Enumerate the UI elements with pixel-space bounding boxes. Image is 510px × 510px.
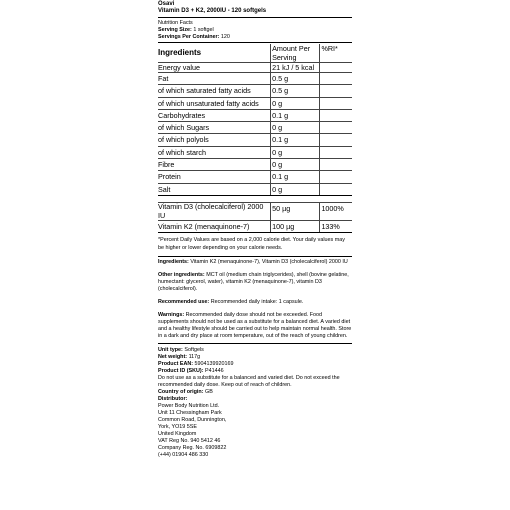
- nutrient-name: of which unsaturated fatty acids: [158, 97, 270, 109]
- distributor-line: Company Reg. No. 6909822: [158, 444, 227, 451]
- country-of-origin: [158, 389, 352, 396]
- net-weight-value: 117g: [188, 353, 201, 360]
- nutrient-name: of which Sugars: [158, 122, 270, 134]
- distributor-label: Distributor:: [158, 395, 188, 402]
- warnings-value: Recommended daily dose should not be exceeded. Food supplements should not be used as a substitute for a balanced diet. A varied diet and a healthy lifestyle should be carried out to help maintain normal health. Store in a dark and dry place at room temperature, out of the reach of young children.: [158, 311, 352, 339]
- vitamin-name: Vitamin K2 (menaquinone-7): [158, 221, 270, 233]
- other-ingredients-value: MCT oil (medium chain triglycerides), shell (bovine gelatine, humectant: glycerol, water), vitamin K2 (menaquinone-7), vitamin D3 (cholecalciferol).: [158, 271, 349, 292]
- col-header-amount: Amount Per Serving: [270, 44, 319, 63]
- servings-label: Servings Per Container:: [158, 34, 220, 40]
- serving-size-value: 1 softgel: [193, 27, 214, 33]
- facts-title: Nutrition Facts: [158, 20, 193, 26]
- table-row: [158, 159, 352, 171]
- table-row: [158, 134, 352, 146]
- serving-size: [158, 27, 352, 34]
- nutrient-name: of which saturated fatty acids: [158, 85, 270, 97]
- nutrient-ri: [319, 171, 352, 183]
- net-weight: [158, 354, 352, 361]
- ingredients-label: Ingredients:: [158, 258, 189, 265]
- table-row: [158, 97, 352, 109]
- distributor-line: York, YO19 5SE: [158, 423, 197, 430]
- nutrient-name: of which starch: [158, 146, 270, 158]
- nutrient-name: Salt: [158, 183, 270, 195]
- nutrient-amount: 0 g: [270, 146, 319, 158]
- nutrient-ri: [319, 159, 352, 171]
- table-row: [158, 85, 352, 97]
- nutrient-amount: 0 g: [270, 183, 319, 195]
- nutrient-name: Carbohydrates: [158, 109, 270, 121]
- product-info-section: [158, 347, 352, 459]
- distributor-line: Unit 11 Chessingham Park: [158, 409, 222, 416]
- other-ingredients-text: [158, 272, 352, 293]
- daily-values-footnote: *Percent Daily Values are based on a 2,000 calorie diet. Your daily values may be higher or lower depending on your calorie needs.: [158, 237, 345, 251]
- product-title: Vitamin D3 + K2, 2000IU - 120 softgels: [158, 8, 267, 14]
- nutrient-ri: [319, 85, 352, 97]
- nutrient-name: Fat: [158, 73, 270, 85]
- distributor-line: Common Road, Dunnington,: [158, 416, 227, 423]
- vitamin-ri: 1000%: [319, 202, 352, 220]
- nutrient-ri: [319, 109, 352, 121]
- origin-value: GB: [205, 388, 213, 395]
- nutrition-table: [158, 44, 352, 233]
- vitamin-row: [158, 202, 352, 220]
- vitamin-row: [158, 221, 352, 233]
- nutrient-ri: [319, 134, 352, 146]
- vitamin-amount: 100 µg: [270, 221, 319, 233]
- nutrient-amount: 0.1 g: [270, 134, 319, 146]
- nutrient-amount: 0.5 g: [270, 73, 319, 85]
- serving-size-label: Serving Size:: [158, 27, 192, 33]
- vitamin-ri: 133%: [319, 221, 352, 233]
- vitamin-amount: 50 µg: [270, 202, 319, 220]
- distributor-line: Power Body Nutrition Ltd.: [158, 402, 220, 409]
- divider: [158, 17, 352, 18]
- nutrient-amount: 21 kJ / 5 kcal: [270, 63, 319, 73]
- nutrient-name: Energy value: [158, 63, 270, 73]
- table-row: [158, 171, 352, 183]
- unit-type-label: Unit type:: [158, 346, 183, 353]
- sku-value: P41446: [205, 367, 224, 374]
- vitamin-name: Vitamin D3 (cholecalciferol) 2000 IU: [158, 202, 270, 220]
- table-header-row: [158, 44, 352, 63]
- nutrient-ri: [319, 183, 352, 195]
- net-weight-label: Net weight:: [158, 353, 188, 360]
- origin-label: Country of origin:: [158, 388, 204, 395]
- sku-label: Product ID (SKU):: [158, 367, 204, 374]
- table-row: [158, 183, 352, 195]
- product-ean: [158, 361, 352, 368]
- nutrient-name: Fibre: [158, 159, 270, 171]
- servings-per-container: [158, 34, 352, 41]
- nutrient-amount: 0 g: [270, 159, 319, 171]
- distributor-line: (+44) 01904 486 330: [158, 451, 209, 458]
- ingredients-value: Vitamin K2 (menaquinone-7), Vitamin D3 (cholecalciferol) 2000 IU: [190, 258, 348, 265]
- table-row: [158, 146, 352, 158]
- ingredients-section: [158, 256, 352, 340]
- brand-name: Osavi: [158, 1, 175, 7]
- warnings-text: [158, 312, 352, 340]
- nutrient-ri: [319, 73, 352, 85]
- product-sku: [158, 368, 352, 375]
- table-row: [158, 109, 352, 121]
- unit-type-value: Softgels: [184, 346, 204, 353]
- table-row: [158, 122, 352, 134]
- nutrient-amount: 0 g: [270, 122, 319, 134]
- col-header-ingredients: Ingredients: [158, 44, 270, 63]
- nutrient-name: Protein: [158, 171, 270, 183]
- divider-thick: [158, 343, 352, 344]
- unit-type: [158, 347, 352, 354]
- distributor-line: United Kingdom: [158, 430, 197, 437]
- divider-thick: [158, 42, 352, 43]
- nutrient-ri: [319, 146, 352, 158]
- disclaimer: Do not use as a substitute for a balanced and varied diet. Do not exceed the recommended daily dose. Keep out of reach of children.: [158, 374, 340, 388]
- recommended-use-label: Recommended use:: [158, 298, 210, 305]
- warnings-label: Warnings:: [158, 311, 185, 318]
- nutrient-name: of which polyols: [158, 134, 270, 146]
- nutrient-ri: [319, 122, 352, 134]
- recommended-use-value: Recommended daily intake: 1 capsule.: [210, 298, 304, 305]
- nutrient-ri: [319, 97, 352, 109]
- ingredients-text: [158, 259, 352, 266]
- nutrient-amount: 0.1 g: [270, 109, 319, 121]
- ean-label: Product EAN:: [158, 360, 194, 367]
- nutrient-amount: 0.1 g: [270, 171, 319, 183]
- nutrition-label-panel: [158, 0, 352, 459]
- table-row: [158, 73, 352, 85]
- distributor-line: VAT Reg No. 940 5412 46: [158, 437, 221, 444]
- col-header-ri: %RI*: [319, 44, 352, 63]
- nutrient-amount: 0.5 g: [270, 85, 319, 97]
- servings-value: 120: [220, 34, 230, 40]
- nutrient-amount: 0 g: [270, 97, 319, 109]
- nutrient-ri: [319, 63, 352, 73]
- ean-value: 5904139920169: [194, 360, 234, 367]
- table-row: [158, 63, 352, 73]
- recommended-use-text: [158, 299, 352, 306]
- other-ingredients-label: Other ingredients:: [158, 271, 205, 278]
